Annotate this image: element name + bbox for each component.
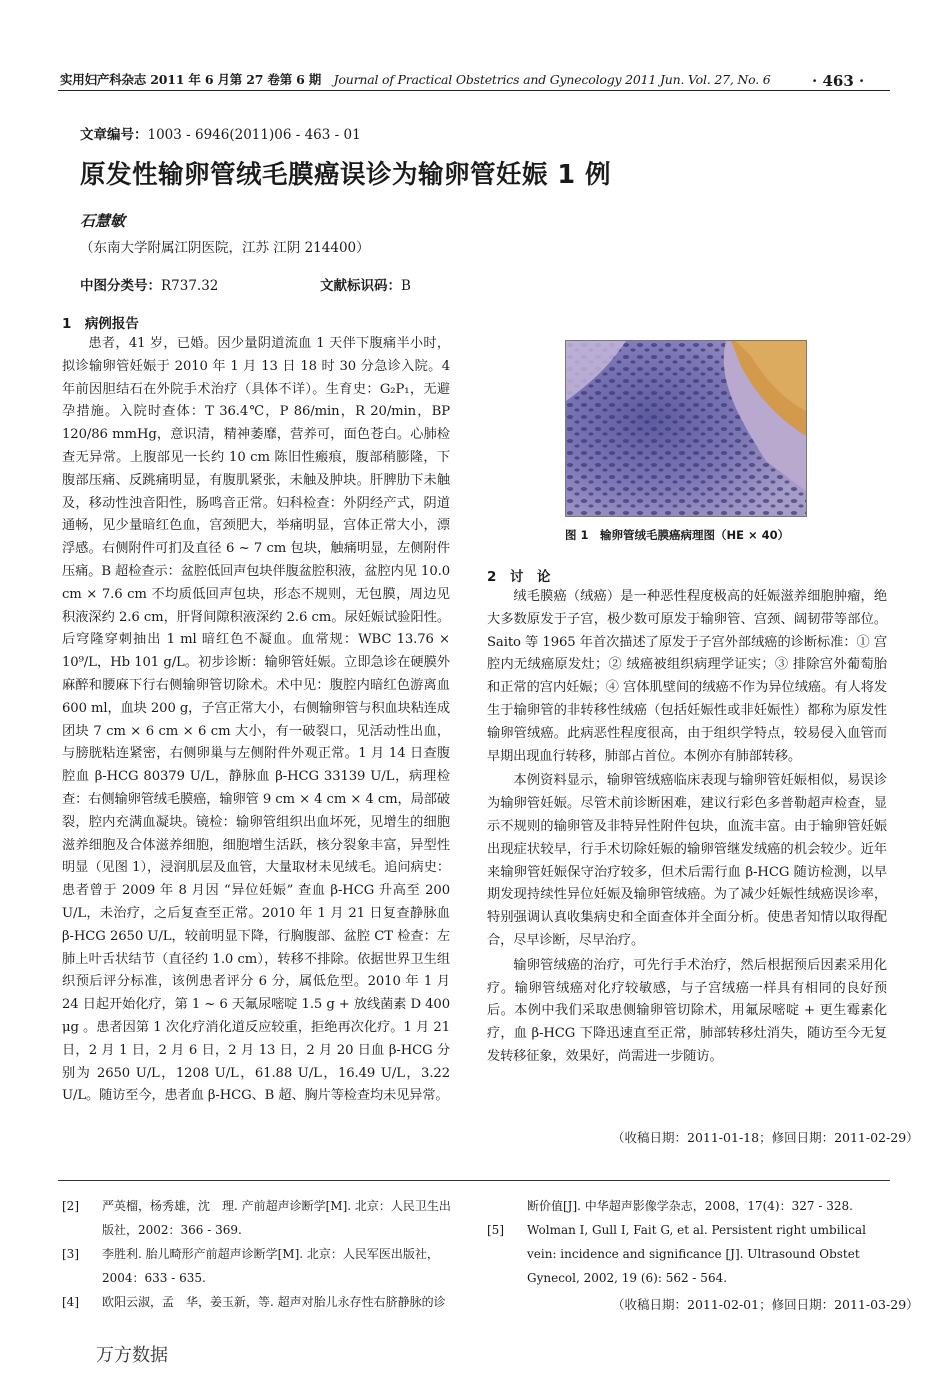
reference-text: 李胜利. 胎儿畸形产前超声诊断学[M]. 北京：人民军医出版社，2004：633 - 635. [102,1247,439,1285]
reference-text: 断价值[J]. 中华超声影像学杂志，2008，17(4)：327 - 328. [527,1199,853,1213]
author: 石慧敏 [80,212,126,230]
discussion-paragraph: 本例资料显示，输卵管绒癌临床表现与输卵管妊娠相似，易误诊为输卵管妊娠。尽管术前诊断困难，建议行彩色多普勒超声检查，显示不规则的输卵管及非特异性附件包块，血流丰富。由于输卵管妊娠出现症状较早，行手术切除妊娠的输卵管继发绒癌的机会较少。近年来输卵管妊娠保守治疗较多，但术后需行血 β-HCG 随访检测，以早期发现持续性异位妊娠及输卵管绒癌。为了减少妊娠性绒癌误诊率，特别强调认真收集病史和全面查体并全面分析。使患者知情以取得配合，尽早诊断，尽早治疗。 [487,773,887,948]
reference-text: 欧阳云淑，孟 华，姜玉新，等. 超声对胎儿永存性右脐静脉的诊 [102,1295,446,1309]
reference-text: 严英榴，杨秀雄，沈 理. 产前超声诊断学[M]. 北京：人民卫生出版社，2002：366 - 369. [102,1199,451,1237]
page-number: · 463 · [812,72,865,90]
references-left [62,1194,454,1314]
discussion-body [487,586,887,1134]
reference-item [487,1218,887,1290]
reference-number: [5] [487,1223,504,1237]
case-report-paragraph: 患者，41 岁，已婚。因少量阴道流血 1 天伴下腹痛半小时，拟诊输卵管妊娠于 2010 年 1 月 13 日 18 时 30 分急诊入院。4 年前因胆结石在外院手术治疗（具体不详）。生育史：G₂P₁，无避孕措施。入院时查体：T 36.4℃，P 86/min，R 20/min，BP 120/86 mmHg，意识清，精神萎靡，营养可，面色苍白。心肺检查无异常。上腹部见一长约 10 cm 陈旧性瘢痕，腹部稍膨隆，下腹部压痛、反跳痛明显，有腹肌紧张，未触及肿块。肝脾肋下未触及，移动性浊音阳性，肠鸣音正常。妇科检查：外阴经产式，阴道通畅，见少量暗红色血，宫颈肥大，举痛明显，宫体正常大小，漂浮感。右侧附件可扪及直径 6 ~ 7 cm 包块，触痛明显，左侧附件压痛。B 超检查示：盆腔低回声包块伴腹盆腔积液，盆腔内见 10.0 cm × 7.6 cm 不均质低回声包块，形态不规则，无包膜，周边见积液深约 2.6 cm，肝肾间隙积液深约 2.6 cm。尿妊娠试验阳性。后穹隆穿刺抽出 1 ml 暗红色不凝血。血常规：WBC 13.76 × 10⁹/L，Hb 101 g/L。初步诊断：输卵管妊娠。立即急诊在硬膜外麻醉和腰麻下行右侧输卵管切除术。术中见：腹腔内暗红色游离血 600 ml，血块 200 g，子宫正常大小，右侧输卵管与积血块粘连成团块 7 cm × 6 cm × 6 cm 大小，有一破裂口，见活动性出血，与膀胱粘连紧密，右侧卵巢与左侧附件外观正常。1 月 14 日查腹腔血 β-HCG 80379 U/L，静脉血 β-HCG 33139 U/L，病理检查：右侧输卵管绒毛膜癌，输卵管 9 cm × 4 cm × 4 cm，局部破裂，腔内充满血凝块。镜检：输卵管组织出血坏死，见增生的细胞滋养细胞及合体滋养细胞，细胞增生活跃，核分裂象丰富，异型性明显（见图 1），浸润肌层及血管，大量取材未见绒毛。追问病史：患者曾于 2009 年 8 月因 “异位妊娠” 查血 β-HCG 升高至 200 U/L，未治疗，之后复查至正常。2010 年 1 月 21 日复查静脉血 β-HCG 2650 U/L，较前明显下降，行胸腹部、盆腔 CT 检查：左肺上叶舌状结节（直径约 1.0 cm），转移不排除。依据世界卫生组织预后评分标准，该例患者评分 6 分，属低危型。2010 年 1 月 24 日起开始化疗，第 1 ~ 6 天氟尿嘧啶 1.5 g + 放线菌素 D 400 μg 。患者因第 1 次化疗消化道反应较重，拒绝再次化疗。1 月 21 日，2 月 1 日，2 月 6 日，2 月 13 日，2 月 20 日血 β-HCG 分别为 2650 U/L，1208 U/L，61.88 U/L，16.49 U/L，3.22 U/L。随访至今，患者血 β-HCG、B 超、胸片等检查均未见异常。 [62,336,450,1104]
histology-image [566,341,806,516]
reference-item [62,1194,454,1242]
references-divider [58,1180,890,1181]
references-received-date: （收稿日期：2011-02-01；修回日期：2011-03-29） [612,1297,919,1312]
document-code [320,274,411,294]
article-number-label: 文章编号： [80,127,148,143]
classification-label: 中图分类号： [80,278,161,294]
classification-number [80,274,218,294]
reference-number: [3] [62,1247,79,1261]
header-rule [58,90,890,91]
journal-name-cn: 实用妇产科杂志 2011 年 6 月第 27 卷第 6 期 [60,72,322,87]
classification-value: R737.32 [161,278,219,294]
section-heading-discussion: 2 讨 论 [487,569,551,585]
reference-number: [2] [62,1199,79,1213]
document-code-value: B [401,278,411,294]
discussion-paragraph: 绒毛膜癌（绒癌）是一种恶性程度极高的妊娠滋养细胞肿瘤，绝大多数原发于子宫，极少数可原发于输卵管、宫颈、阔韧带等部位。Saito 等 1965 年首次描述了原发于子宫外部绒癌的诊断标准：① 宫腔内无绒癌原发灶；② 绒癌被组织病理学证实；③ 排除宫外葡萄胎和正常的宫内妊娠；④ 宫体肌壁间的绒癌不作为异位绒癌。有人将发生于输卵管的非转移性绒癌（包括妊娠性或非妊娠性）都称为原发性输卵管绒癌。此病恶性程度很高，由于组织学特点，较易侵入血管而早期出现血行转移，肺部占首位。本例亦有肺部转移。 [487,589,887,764]
affiliation: （东南大学附属江阴医院，江苏 江阴 214400） [80,240,370,256]
article-number [80,123,361,143]
document-code-label: 文献标识码： [320,278,401,294]
reference-item [62,1290,454,1314]
running-header [60,70,771,88]
article-number-value: 1003 - 6946(2011)06 - 463 - 01 [147,127,361,143]
paper-title: 原发性输卵管绒毛膜癌误诊为输卵管妊娠 1 例 [80,160,611,190]
discussion-paragraph: 输卵管绒癌的治疗，可先行手术治疗，然后根据预后因素采用化疗。输卵管绒癌对化疗较敏感，与子宫绒癌一样具有相同的良好预后。本例中我们采取患侧输卵管切除术，用氟尿嘧啶 + 更生霉素化疗，血 β-HCG 下降迅速直至正常，肺部转移灶消失，随访至今无复发转移征象，效果好，尚需进一步随访。 [487,957,887,1064]
reference-number: [4] [62,1295,79,1309]
figure-caption: 图 1 输卵管绒毛膜癌病理图（HE × 40） [565,528,790,542]
pathology-figure [565,340,807,517]
section-heading-case-report: 1 病例报告 [62,316,139,332]
case-report-body [62,333,450,1163]
watermark: 万方数据 [96,1345,168,1366]
reference-item [487,1194,887,1218]
references-right [487,1194,887,1290]
reference-item [62,1242,454,1290]
journal-name-en: Journal of Practical Obstetrics and Gynecology 2011 Jun. Vol. 27, No. 6 [333,72,771,87]
reference-text: Wolman I, Gull I, Fait G, et al. Persistent right umbilical vein: incidence and significance [J]. Ultrasound Obstet Gynecol, 2002, 19 (6): 562 - 564. [527,1223,866,1285]
received-date: （收稿日期：2011-01-18；修回日期：2011-02-29） [612,1130,919,1145]
reference-number [487,1194,527,1218]
